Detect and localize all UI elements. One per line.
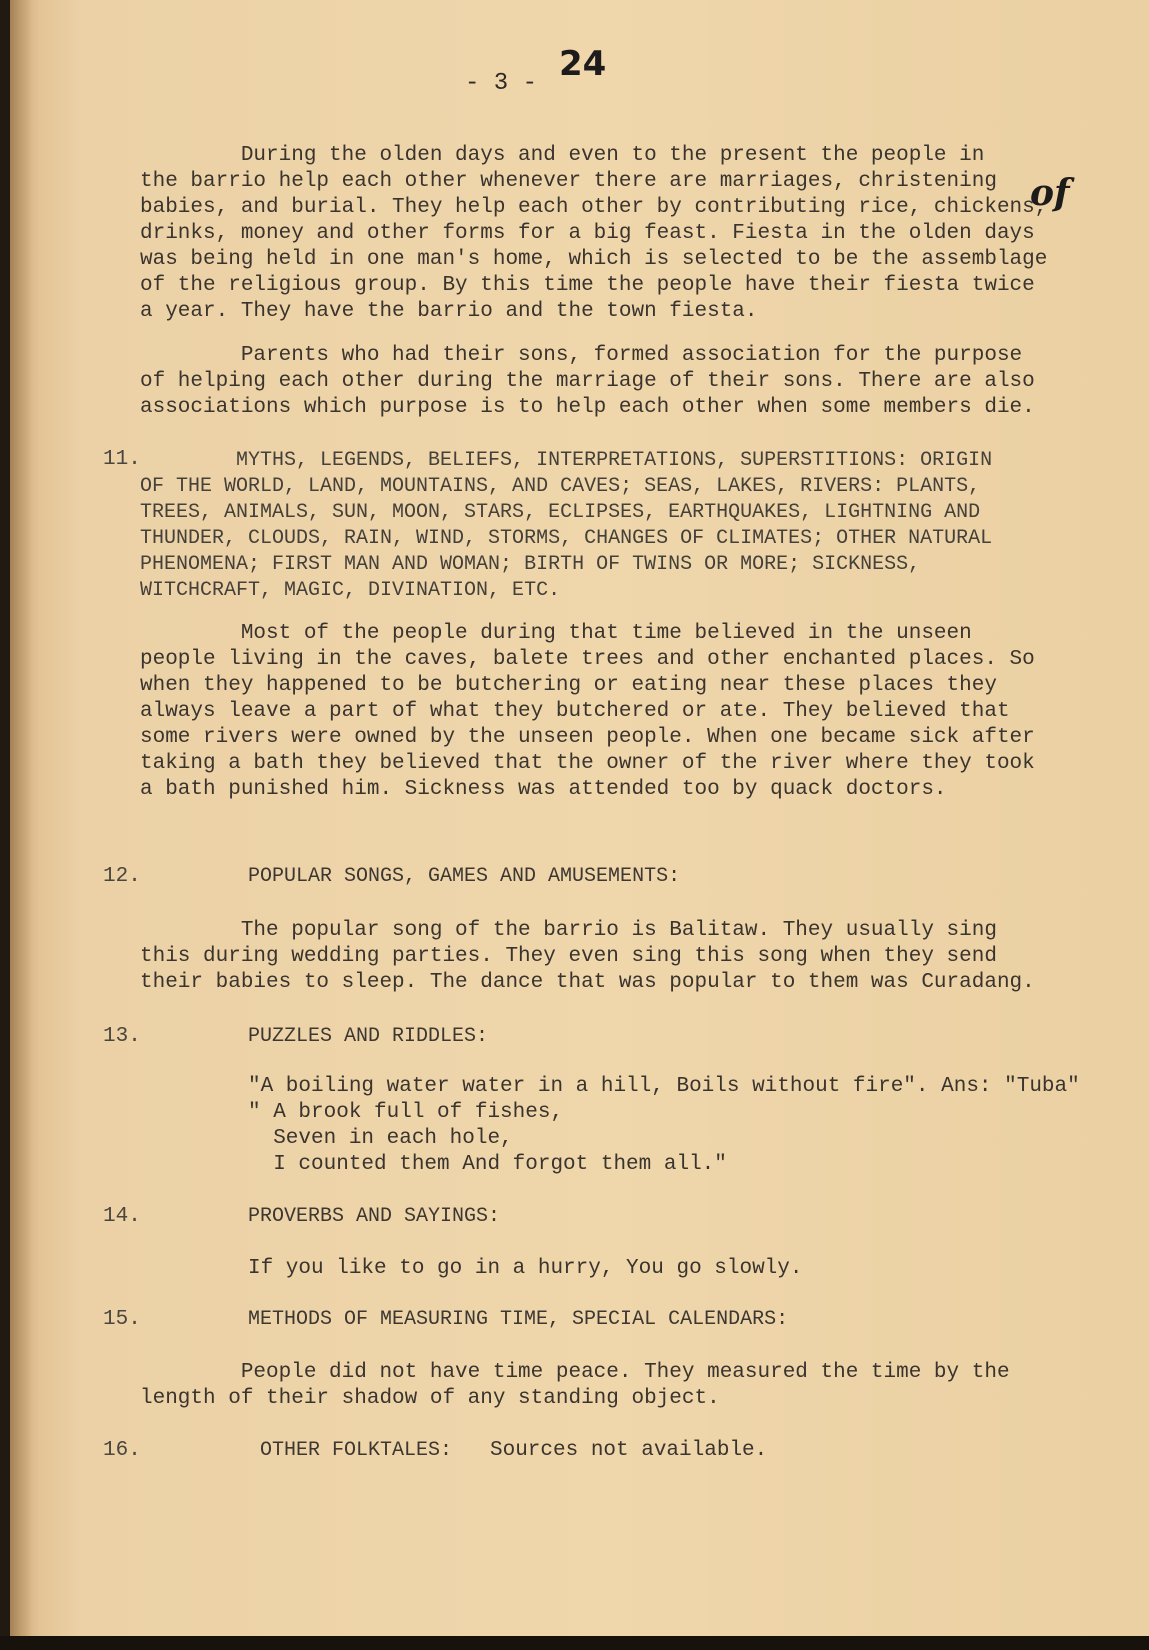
section-11-number: 11.	[103, 448, 141, 471]
margin-annotation: of	[1030, 172, 1070, 214]
paragraph-associations: Parents who had their sons, formed association for the purpose of helping each other during the marriage of their sons. There are also associations which purpose is to help each other when some members die.	[140, 344, 1035, 419]
section-15-title: METHODS OF MEASURING TIME, SPECIAL CALENDARS:	[248, 1308, 789, 1331]
section-14-title: PROVERBS AND SAYINGS:	[248, 1205, 501, 1228]
section-12-number: 12.	[103, 865, 141, 888]
section-14-number: 14.	[103, 1205, 141, 1228]
document-page	[10, 0, 1149, 1636]
section-11-body: Most of the people during that time believed in the unseen people living in the caves, balete trees and other enchanted places. So when they happened to be butchering or eating near these places they always leave a part of what they butchered or ate. They believed that some rivers were owned by the unseen people. When one became sick after taking a bath they believed that the owner of the river where they took a bath punished him. Sickness was attended too by quack doctors.	[140, 622, 1035, 801]
section-12-body: The popular song of the barrio is Balitaw. They usually sing this during wedding parties. They even sing this song when they send their babies to sleep. The dance that was popular to them was Curadang.	[140, 919, 1035, 994]
scan-bottom-edge	[0, 1636, 1149, 1650]
riddle-line: "A boiling water water in a hill, Boils without fire". Ans: "Tuba"	[248, 1075, 1080, 1098]
section-16-number: 16.	[103, 1439, 141, 1462]
section-15-body: People did not have time peace. They measured the time by the length of their shadow of any standing object.	[140, 1361, 1010, 1410]
riddle-line: " A brook full of fishes,	[248, 1101, 564, 1124]
section-11-title: MYTHS, LEGENDS, BELIEFS, INTERPRETATIONS, SUPERSTITIONS: ORIGIN OF THE WORLD, LAND, MOUNTAINS, AND CAVES; SEAS, LAKES, RIVERS: PLANTS, TREES, ANIMALS, SUN, MOON, STARS, ECLIPSES, EARTHQUAKES, LIGHTNING AND THUNDER, CLOUDS, RAIN, WIND, STORMS, CHANGES OF CLIMATES; OTHER NATURAL PHENOMENA; FIRST MAN AND WOMAN; BIRTH OF TWINS OR MORE; SICKNESS, WITCHCRAFT, MAGIC, DIVINATION, ETC.	[140, 449, 993, 602]
section-13-title: PUZZLES AND RIDDLES:	[248, 1025, 489, 1048]
handwritten-page-number: 24	[559, 44, 607, 84]
riddle-line: Seven in each hole,	[248, 1127, 513, 1150]
page-number: - 3 -	[465, 70, 538, 97]
section-12-title: POPULAR SONGS, GAMES AND AMUSEMENTS:	[248, 865, 681, 888]
paragraph-mutual-help: During the olden days and even to the present the people in the barrio help each other whenever there are marriages, christening babies, and burial. They help each other by contributing rice, chickens, drinks, money and other forms for a big feast. Fiesta in the olden days was being held in one man's home, which is selected to be the assemblage of the religious group. By this time the people have their fiesta twice a year. They have the barrio and the town fiesta.	[140, 144, 1048, 323]
section-15-number: 15.	[103, 1308, 141, 1331]
section-16-title: OTHER FOLKTALES:	[260, 1439, 453, 1462]
riddle-line: I counted them And forgot them all."	[248, 1153, 727, 1176]
section-13-number: 13.	[103, 1025, 141, 1048]
section-16-body: Sources not available.	[490, 1439, 768, 1462]
page-spine-shadow	[10, 0, 32, 1636]
section-14-body: If you like to go in a hurry, You go slowly.	[248, 1257, 803, 1280]
